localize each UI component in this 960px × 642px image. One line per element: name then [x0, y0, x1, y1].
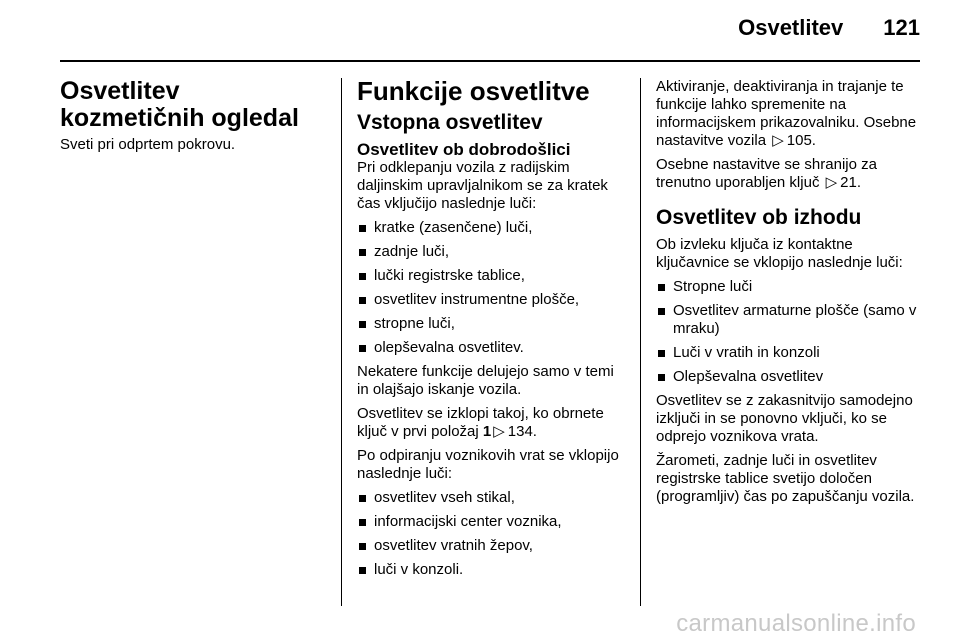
paragraph-headlights-duration: Žarometi, zadnje luči in osvetlitev registrske tablice svetijo določen (programljiv) čas po zapuščanju vozila.	[656, 452, 915, 505]
list-item: kratke (zasenčene) luči,	[357, 219, 627, 237]
paragraph-driver-door: Po odpiranju voznikovih vrat se vklopijo naslednje luči:	[357, 447, 619, 482]
reference-arrow-icon: ▷	[772, 132, 784, 149]
heading-lighting-functions: Funkcije osvetlitve	[357, 76, 590, 106]
paragraph-delay-off: Osvetlitev se z zakasnitvijo samodejno izključi in se ponovno vključi, ko se odprejo voznikova vrata.	[656, 392, 913, 445]
section-title: Osvetlitev	[738, 15, 844, 40]
list-item: Olepševalna osvetlitev	[656, 368, 924, 386]
column-1	[60, 78, 330, 160]
list-item: informacijski center voznika,	[357, 513, 627, 531]
paragraph-settings-stored	[656, 156, 924, 192]
paragraph-text: Osebne nastavitve se shranijo za trenutno uporabljen ključ	[656, 156, 877, 191]
page-header	[738, 15, 920, 41]
column-divider-1	[341, 78, 342, 606]
column-3	[656, 78, 924, 512]
vanity-mirror-text: Sveti pri odprtem pokrovu.	[60, 136, 236, 153]
paragraph-activation	[656, 78, 924, 150]
list-item: Osvetlitev armaturne plošče (samo v mraku)	[656, 302, 924, 338]
column-divider-2	[640, 78, 641, 606]
header-divider	[60, 60, 920, 62]
list-item: luči v konzoli.	[357, 561, 627, 579]
list-item: osvetlitev instrumentne plošče,	[357, 291, 627, 309]
heading-vanity-mirror-light: Osvetlitev kozmetičnih ogledal	[60, 77, 299, 132]
list-item: Stropne luči	[656, 278, 924, 296]
page-reference: 21.	[840, 174, 862, 191]
paragraph-switch-off	[357, 405, 627, 441]
page-number: 121	[883, 15, 920, 40]
page-reference: 134.	[507, 423, 537, 440]
list-item: zadnje luči,	[357, 243, 627, 261]
paragraph-darkness-note: Nekatere funkcije delujejo samo v temi in olajšajo iskanje vozila.	[357, 363, 614, 398]
exit-intro: Ob izvleku ključa iz kontaktne ključavnice se vklopijo naslednje luči:	[656, 236, 903, 271]
list-item: stropne luči,	[357, 315, 627, 333]
watermark: carmanualsonline.info	[676, 610, 916, 637]
reference-arrow-icon: ▷	[825, 174, 838, 191]
page-reference: 105.	[786, 132, 816, 149]
heading-welcome-lighting: Osvetlitev ob dobrodošlici	[357, 140, 571, 159]
list-item: Luči v vratih in konzoli	[656, 344, 924, 362]
list-item: osvetlitev vseh stikal,	[357, 489, 627, 507]
heading-entry-lighting: Vstopna osvetlitev	[357, 111, 543, 134]
list-item: lučki registrske tablice,	[357, 267, 627, 285]
reference-arrow-icon: ▷	[493, 423, 505, 440]
heading-exit-lighting: Osvetlitev ob izhodu	[656, 206, 862, 229]
driver-door-lights-list	[357, 489, 627, 579]
exit-lights-list	[656, 278, 924, 386]
paragraph-text: Osvetlitev se izklopi takoj, ko obrnete ključ v prvi položaj	[357, 405, 604, 440]
welcome-intro: Pri odklepanju vozila z radijskim daljinskim upravljalnikom se za kratek čas vključijo naslednje luči:	[357, 159, 608, 212]
list-item: olepševalna osvetlitev.	[357, 339, 627, 357]
paragraph-text: Aktiviranje, deaktiviranja in trajanje te funkcije lahko spremenite na informacijskem prikazovalniku. Osebne nastavitve vozila	[656, 78, 917, 149]
column-2	[357, 78, 627, 585]
list-item: osvetlitev vratnih žepov,	[357, 537, 627, 555]
ignition-position: 1	[482, 423, 492, 440]
welcome-lights-list	[357, 219, 627, 357]
